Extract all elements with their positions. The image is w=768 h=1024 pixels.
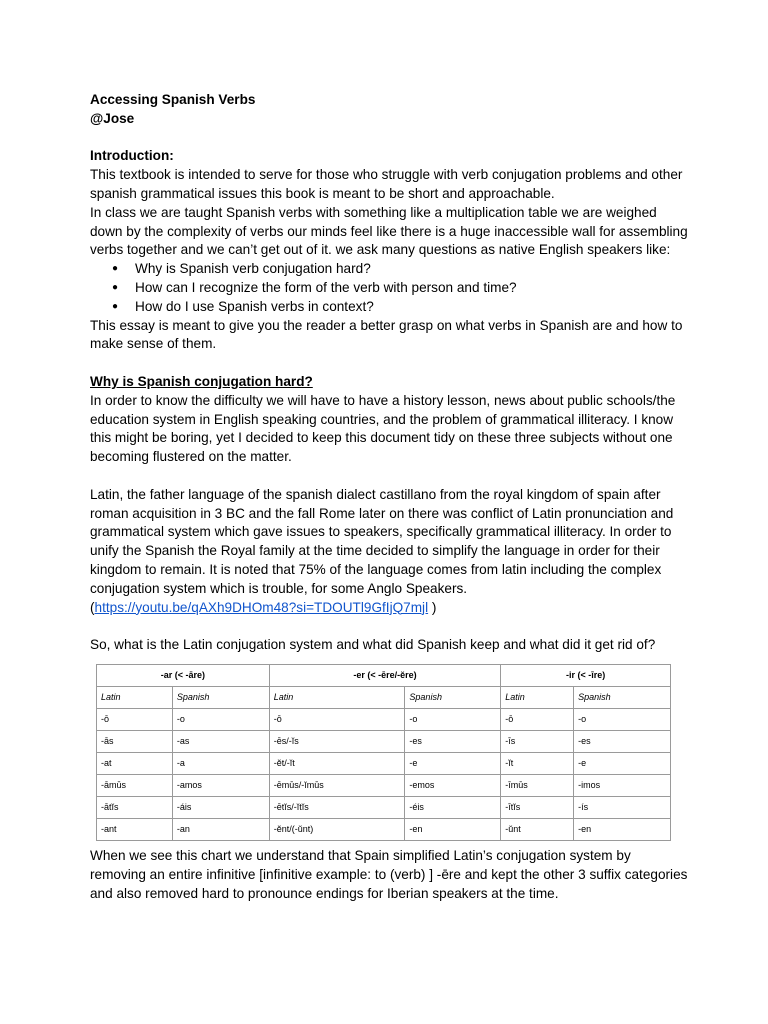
table-cell: -o [574,708,671,730]
document-body [90,91,690,903]
table-cell: -es [574,730,671,752]
table-subheader-row [97,686,671,708]
table-cell: -ās [97,730,173,752]
spacer [90,617,690,636]
table-cell: -éis [405,796,501,818]
table-cell: -emos [405,774,501,796]
question-paragraph: So, what is the Latin conjugation system and what did Spanish keep and what did it get rid of? [90,637,656,653]
section-heading: Why is Spanish conjugation hard? [90,373,313,389]
table-cell: -es [405,730,501,752]
table-cell: -at [97,752,173,774]
conjugation-table-wrap [96,664,690,841]
intro-paragraph-2: In class we are taught Spanish verbs with something like a multiplication table we are weighed down by the complexity of verbs our minds feel like there is a huge inaccessible wall for assembling verbs together and we can’t get out of it. we ask many questions as native English speakers like: [90,204,688,258]
table-cell: -en [574,818,671,840]
table-cell: -ō [269,708,405,730]
intro-paragraph-3: This essay is meant to give you the reader a better grasp on what verbs in Spanish are and how to make sense of them. [90,317,683,352]
author-handle: @Jose [90,110,135,126]
table-cell: -īs [501,730,574,752]
spacer [90,129,690,148]
table-group-header: -ir (< -īre) [501,664,671,686]
table-cell: -imos [574,774,671,796]
table-cell: -e [574,752,671,774]
table-cell: -īmūs [501,774,574,796]
table-cell: -ēs/-ĭs [269,730,405,752]
conjugation-table [96,664,671,841]
table-cell: -ēmūs/-ĭmūs [269,774,405,796]
spacer [90,467,690,486]
list-item: ● Why is Spanish verb conjugation hard? [90,260,690,279]
table-cell: -e [405,752,501,774]
table-group-header: -ar (< -āre) [97,664,270,686]
table-subheader: Latin [269,686,405,708]
table-cell: -ŭnt [501,818,574,840]
table-cell: -ant [97,818,173,840]
list-item: ● How can I recognize the form of the verb with person and time? [90,279,690,298]
table-cell: -o [172,708,269,730]
table-header-row [97,664,671,686]
table-cell: -ātĭs [97,796,173,818]
table-cell: -amos [172,774,269,796]
spacer [90,354,690,373]
table-subheader: Spanish [172,686,269,708]
table-cell: -ĕt/-ĭt [269,752,405,774]
document-title: Accessing Spanish Verbs [90,92,256,107]
link-paragraph [90,599,690,618]
table-cell: -as [172,730,269,752]
table-cell: -ĭt [501,752,574,774]
latin-paragraph: Latin, the father language of the spanish dialect castillano from the royal kingdom of spain after roman acquisition in 3 BC and the fall Rome later on there was conflict of Latin pronunciation and grammatical system which gave issues to speakers, specifically grammatical illiteracy. In order to unify the Spanish the Royal family at the time decided to simplify the language in order for their kingdom to remain. It is noted that 75% of the language comes from latin including the complex conjugation system which is trouble, for some Anglo Speakers. [90,486,674,596]
table-group-header: -er (< -ēre/-ĕre) [269,664,501,686]
youtube-link[interactable]: https://youtu.be/qAXh9DHOm48?si=TDOUTl9GfIjQ7mjl [94,599,429,615]
table-cell: -āmūs [97,774,173,796]
table-cell: -ō [501,708,574,730]
table-subheader: Spanish [405,686,501,708]
table-cell: -ĕnt/(-ŭnt) [269,818,405,840]
paren-open: ( [90,599,95,615]
table-row [97,796,671,818]
questions-list [90,260,690,316]
list-item: ● How do I use Spanish verbs in context? [90,298,690,317]
table-row [97,774,671,796]
table-cell: -o [405,708,501,730]
conclusion-paragraph: When we see this chart we understand that Spain simplified Latin’s conjugation system by removing an entire infinitive [infinitive example: to (verb) ] -ēre and kept the other 3 suffix categories and also removed hard to pronounce endings for Iberian speakers at the time. [90,847,688,901]
table-cell: -ís [574,796,671,818]
table-cell: -áis [172,796,269,818]
table-subheader: Spanish [574,686,671,708]
table-cell: -ītĭs [501,796,574,818]
table-cell: -ētĭs/-ĭtĭs [269,796,405,818]
table-row [97,730,671,752]
table-cell: -an [172,818,269,840]
paren-close: ) [428,599,437,615]
table-cell: -a [172,752,269,774]
table-cell: -ō [97,708,173,730]
table-row [97,752,671,774]
history-paragraph: In order to know the difficulty we will have to have a history lesson, news about public schools/the education system in English speaking countries, and the problem of grammatical illiteracy. I know this might be boring, yet I decided to keep this document tidy on these three subjects without one becoming flustered on the matter. [90,392,676,465]
table-subheader: Latin [97,686,173,708]
intro-paragraph-1: This textbook is intended to serve for those who struggle with verb conjugation problems and other spanish grammatical issues this book is meant to be short and approachable. [90,167,683,201]
table-row [97,818,671,840]
intro-heading: Introduction: [90,148,174,164]
table-subheader: Latin [501,686,574,708]
table-cell: -en [405,818,501,840]
table-row [97,708,671,730]
